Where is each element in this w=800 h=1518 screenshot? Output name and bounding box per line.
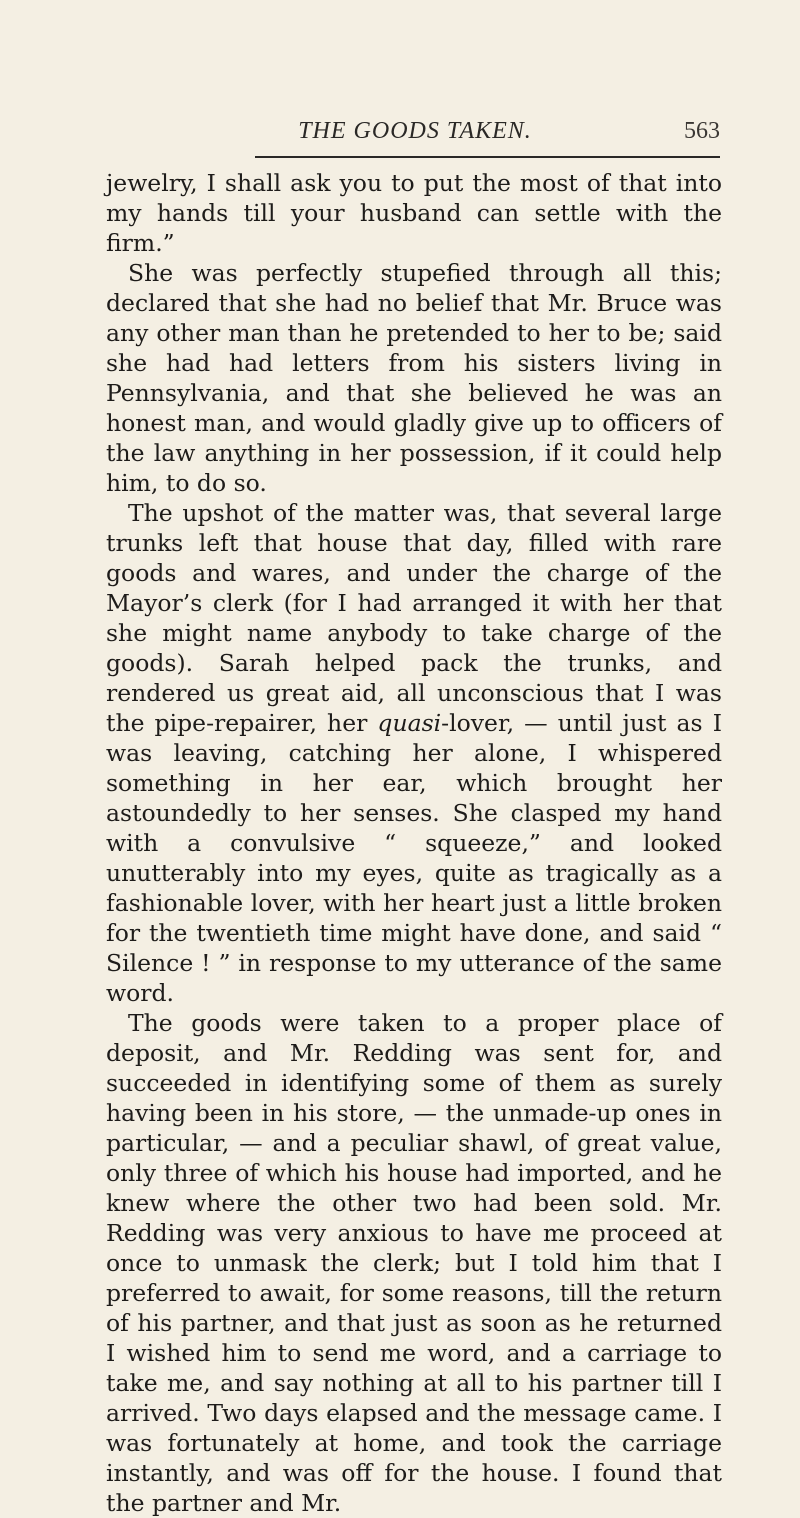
paragraph-3-part-2: -lover, — until just as I was leaving, catching her alone, I whispered something in her ear, which brought her astoundedly to her senses. She clasped my hand with a convulsive “ squeeze,” and looked unutterably into my eyes, quite as tragically as a fashionable lover, with her heart just a little broken for the twentieth time might have done, and said “ Silence ! ” in response to my utterance of the same word. [106, 709, 722, 1007]
quasi-emphasis: quasi [377, 709, 442, 737]
running-title: THE GOODS TAKEN. [298, 118, 532, 144]
paragraph-3-part-1: The upshot of the matter was, that several large trunks left that house that day, filled with rare goods and wares, and under the charge of the Mayor’s clerk (for I had arranged it with her that she might name anybody to take charge of the goods). Sarah helped pack the trunks, and rendered us great aid, all unconscious that I was the pipe-repairer, her [106, 499, 722, 737]
page-number: 563 [684, 118, 720, 144]
paragraph-2: She was perfectly stupefied through all this; declared that she had no belief that Mr. Bruce was any other man than he pretended to her to be; said she had had letters from his sisters living in Pennsylvania, and that she believed he was an honest man, and would gladly give up to officers of the law anything in her possession, if it could help him, to do so. [106, 259, 722, 497]
running-head [110, 118, 720, 148]
paragraph-1: jewelry, I shall ask you to put the most of that into my hands till your husband can settle with the firm.” [106, 169, 722, 257]
header-rule [255, 156, 720, 158]
paragraph-3 [106, 498, 722, 1008]
body-text [106, 168, 722, 1518]
paragraph-4: The goods were taken to a proper place of deposit, and Mr. Redding was sent for, and succeeded in identifying some of them as surely having been in his store, — the unmade-up ones in particular, — and a peculiar shawl, of great value, only three of which his house had imported, and he knew where the other two had been sold. Mr. Redding was very anxious to have me proceed at once to unmask the clerk; but I told him that I preferred to await, for some reasons, till the return of his partner, and that just as soon as he returned I wished him to send me word, and a carriage to take me, and say nothing at all to his partner till I arrived. Two days elapsed and the message came. I was fortunately at home, and took the carriage instantly, and was off for the house. I found that the partner and Mr. [106, 1009, 722, 1517]
